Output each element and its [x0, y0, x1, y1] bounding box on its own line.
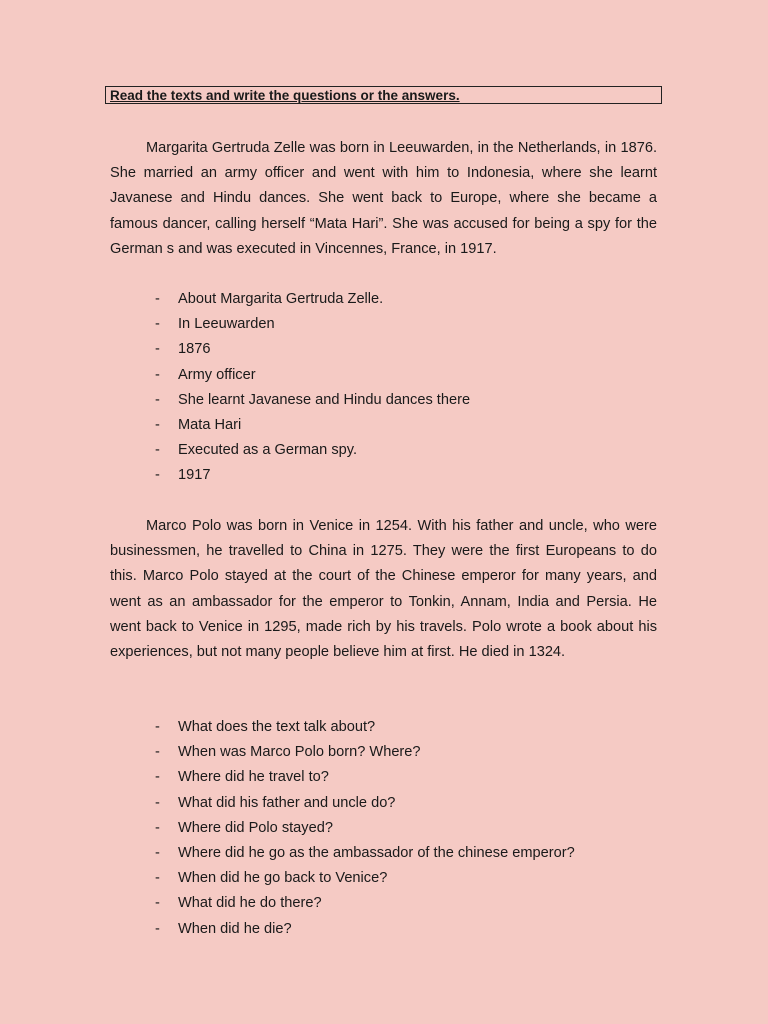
- list-item-text: What does the text talk about?: [178, 719, 376, 735]
- bullet-dash: -: [155, 391, 160, 408]
- list-item-text: What did he do there?: [178, 895, 322, 912]
- bullet-dash: -: [155, 895, 160, 912]
- list-item-text: When did he go back to Venice?: [178, 870, 388, 887]
- bullet-dash: -: [155, 341, 160, 358]
- bullet-dash: -: [155, 291, 160, 307]
- list-item-text: Where did Polo stayed?: [178, 819, 333, 836]
- list-item-text: 1917: [178, 467, 211, 484]
- bullet-dash: -: [155, 316, 160, 333]
- list-item-text: Army officer: [178, 366, 256, 383]
- mata-hari-paragraph: Margarita Gertruda Zelle was born in Leeuwarden, in the Netherlands, in 1876. She married an army officer and went with him to Indonesia, where she learnt Javanese and Hindu dances. She went back to Europe, where she became a famous dancer, calling herself “Mata Hari”. She was accused for being a spy for the German s and was executed in Vincennes, France, in 1917.: [110, 140, 657, 257]
- list-item-text: She learnt Javanese and Hindu dances there: [178, 391, 471, 408]
- marco-polo-paragraph: Marco Polo was born in Venice in 1254. With his father and uncle, who were businessmen, he travelled to China in 1275. They were the first Europeans to do this. Marco Polo stayed at the court of the Chinese emperor for many years, and went as an ambassador for the emperor to Tonkin, Annam, India and Persia. He went back to Venice in 1295, made rich by his travels. Polo wrote a book about his experiences, but not many people believe him at first. He died in 1324.: [110, 518, 657, 661]
- list-item-text: Executed as a German spy.: [178, 442, 357, 459]
- list-item-text: 1876: [178, 341, 211, 358]
- list-item-text: When was Marco Polo born? Where?: [178, 744, 421, 761]
- list-item-text: What did his father and uncle do?: [178, 794, 396, 811]
- instruction-heading: Read the texts and write the questions or the answers.: [105, 86, 662, 104]
- bullet-dash: -: [155, 870, 160, 887]
- list-item-text: Mata Hari: [178, 416, 242, 433]
- bullet-dash: -: [155, 416, 160, 433]
- bullet-dash: -: [155, 844, 160, 861]
- bullet-dash: -: [155, 819, 160, 836]
- list-item-text: When did he die?: [178, 920, 292, 937]
- bullet-dash: -: [155, 920, 160, 937]
- bullet-dash: -: [155, 366, 160, 383]
- list-item-text: Where did he go as the ambassador of the chinese emperor?: [178, 844, 575, 861]
- list-item-text: About Margarita Gertruda Zelle.: [178, 291, 384, 307]
- list-item-text: Where did he travel to?: [178, 769, 329, 786]
- bullet-dash: -: [155, 719, 160, 735]
- bullet-dash: -: [155, 442, 160, 459]
- bullet-dash: -: [155, 769, 160, 786]
- bullet-dash: -: [155, 794, 160, 811]
- bullet-dash: -: [155, 744, 160, 761]
- bullet-dash: -: [155, 467, 160, 484]
- list-item-text: In Leeuwarden: [178, 316, 275, 333]
